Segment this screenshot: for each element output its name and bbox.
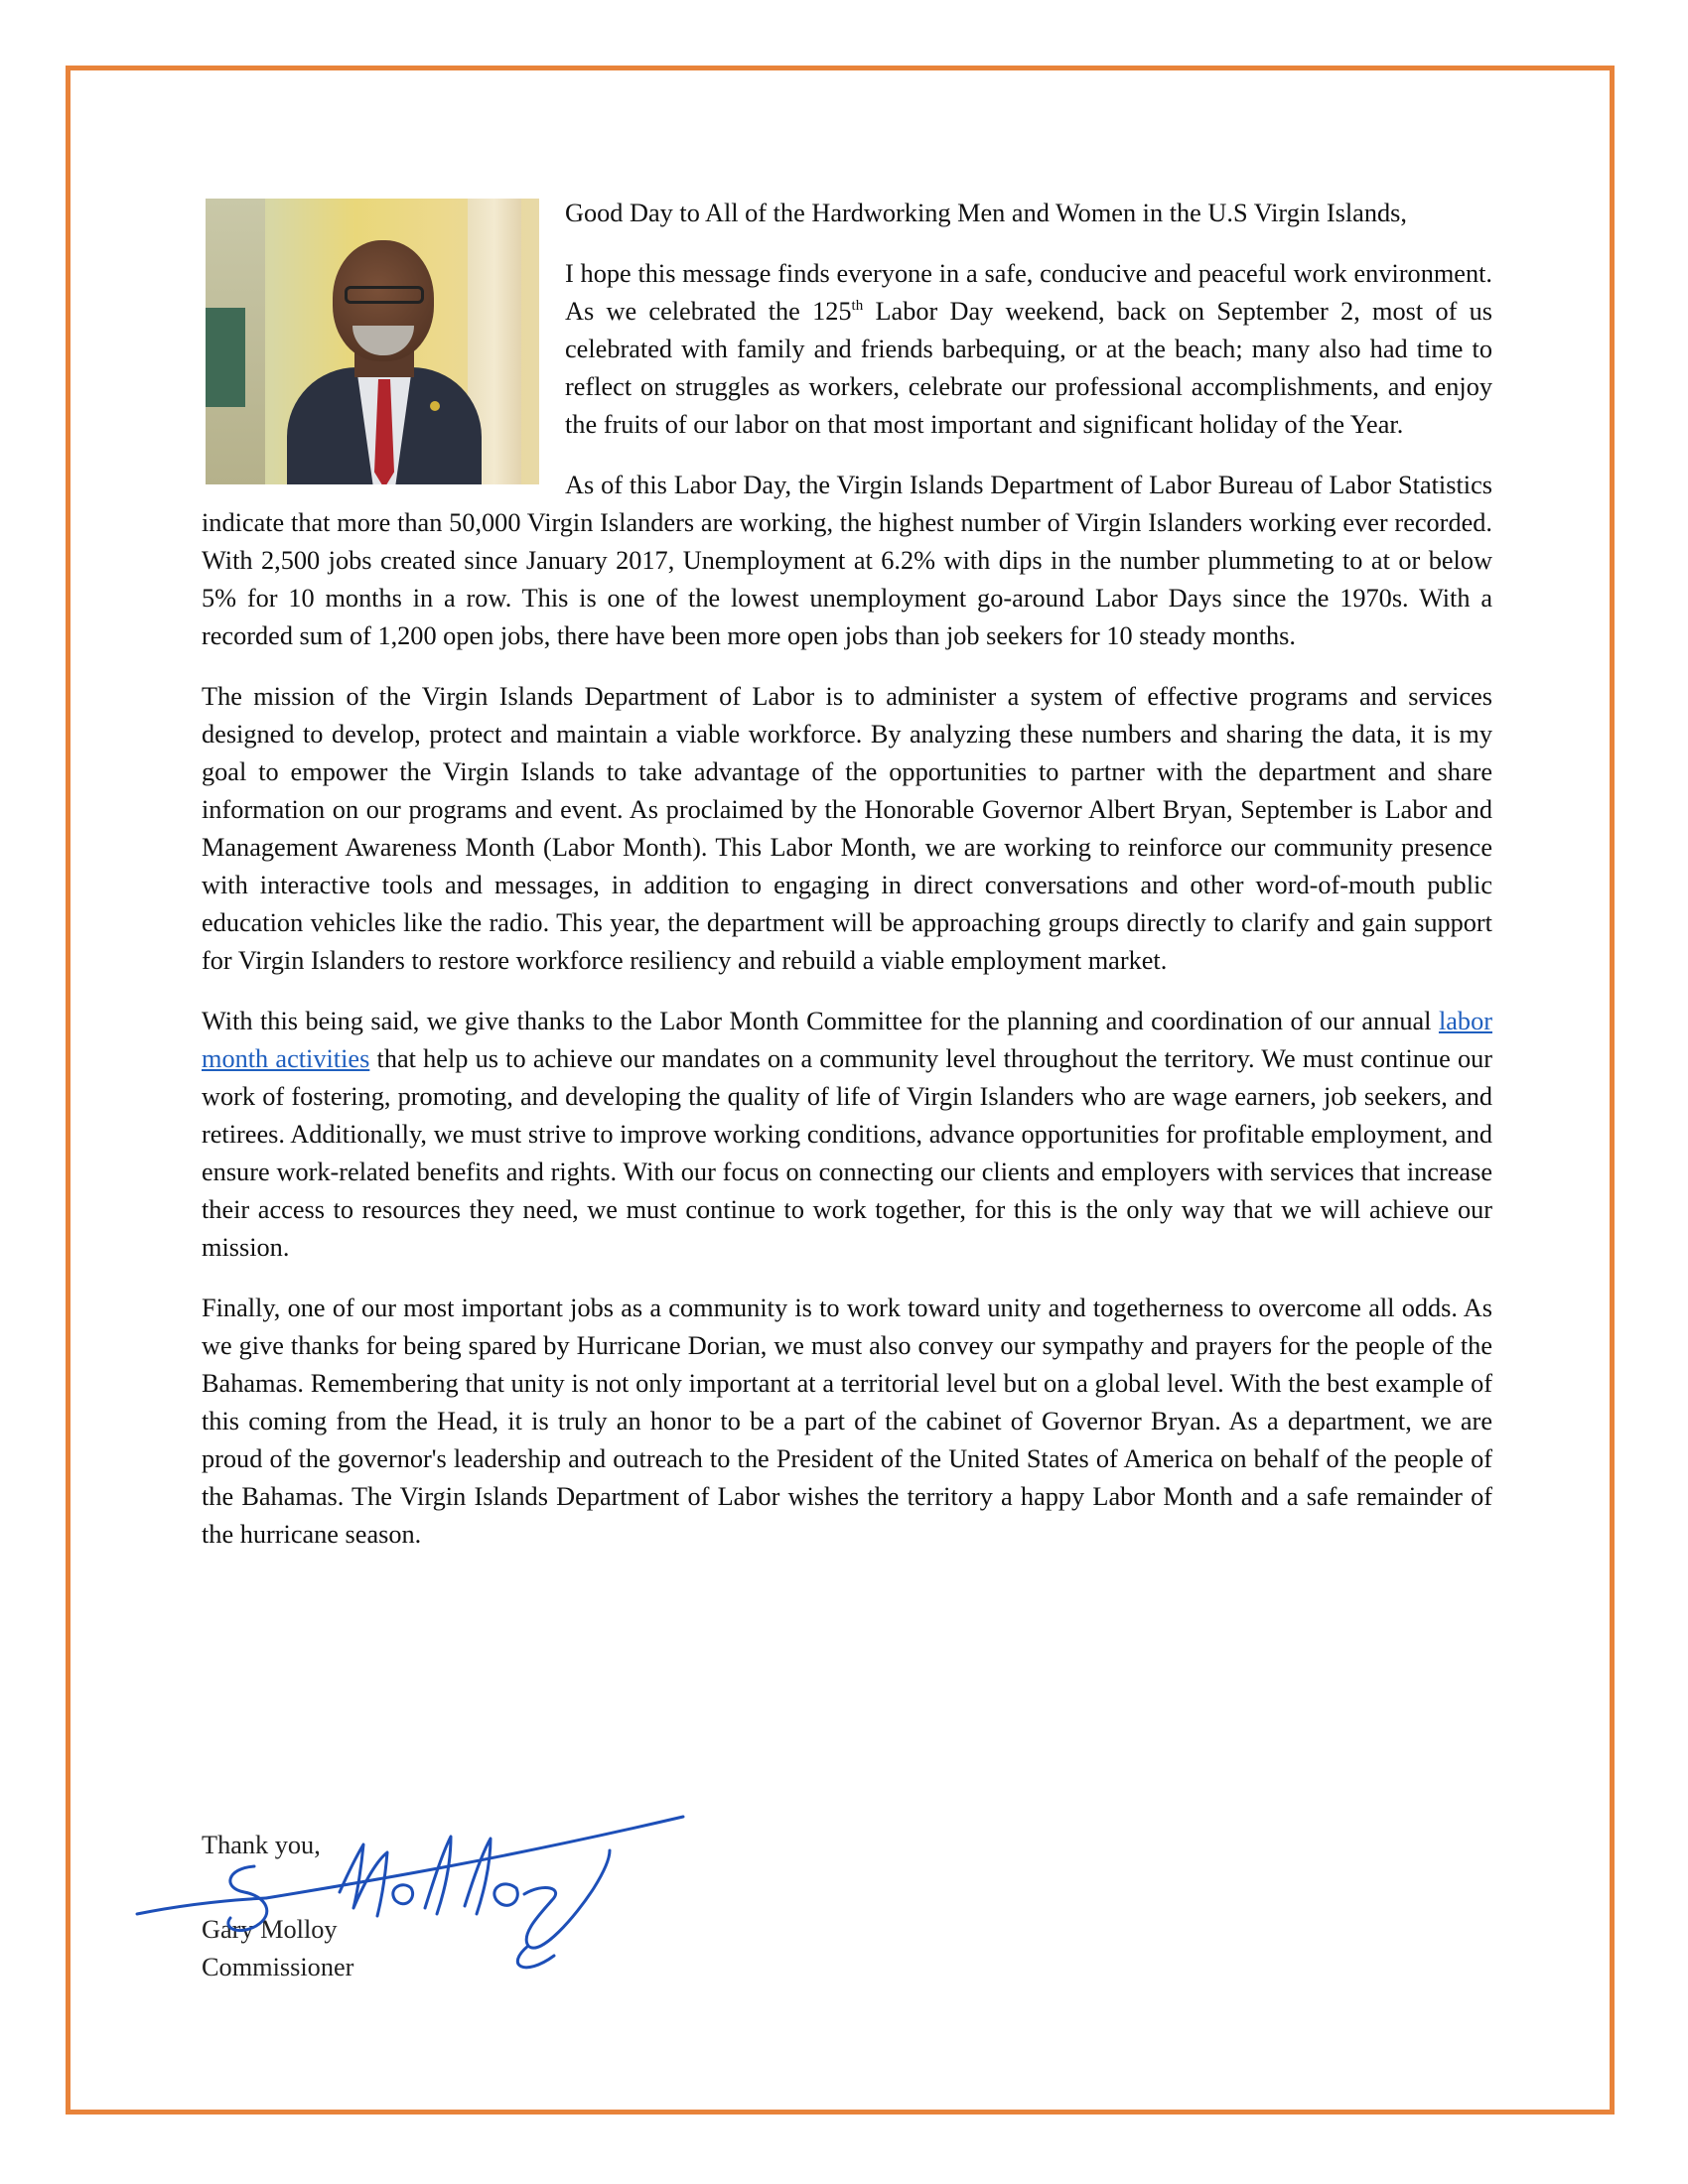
labor-month-activities-link[interactable]: labor month activities [202,1007,1492,1073]
paragraph-5: Finally, one of our most important jobs as a community is to work toward unity and togetherness to overcome all odds. As we give thanks for being spared by Hurricane Dorian, we must also convey our sympathy and prayers for the people of the Bahamas. Remembering that unity is not only important at a territorial level but on a global level. With the best example of this coming from the Head, it is truly an honor to be a part of the cabinet of Governor Bryan. As a department, we are proud of the governor's leadership and outreach to the President of the United States of America on behalf of the people of the Bahamas. The Virgin Islands Department of Labor wishes the territory a happy Labor Month and a safe remainder of the hurricane season. [202,1294,1492,1549]
superscript-th: th [851,298,864,315]
paragraph-4-text-b: that help us to achieve our mandates on a community level throughout the territory. We must continue our work of fostering, promoting, and developing the quality of life of Virgin Islanders who are wage earners, job seekers, and retirees. Additionally, we must strive to improve working conditions, advance opportunities for profitable employment, and ensure work-related benefits and rights. With our focus on connecting our clients and employers with services that increase their access to resources they need, we must continue to work together, for this is the only way that we will achieve our mission. [202,1044,1492,1262]
paragraph-4-text-a: With this being said, we give thanks to the Labor Month Committee for the planning and coordination of our annual [202,1007,1439,1035]
handwritten-signature [127,1797,703,1995]
paragraph-3: The mission of the Virgin Islands Department of Labor is to administer a system of effective programs and services designed to develop, protect and maintain a viable workforce. By analyzing these numbers and sharing the data, it is my goal to empower the Virgin Islands to take advantage of the opportunities to partner with the department and share information on our programs and event. As proclaimed by the Honorable Governor Albert Bryan, September is Labor and Management Awareness Month (Labor Month). This Labor Month, we are working to reinforce our community presence with interactive tools and messages, in addition to engaging in direct conversations and other word-of-mouth public education vehicles like the radio. This year, the department will be approaching groups directly to clarify and gain support for Virgin Islanders to restore workforce resiliency and rebuild a viable employment market. [202,682,1492,975]
signatory-title: Commissioner [202,1953,354,1981]
paragraph-1-text-a: I hope this message finds everyone in a safe, conducive and peaceful work environment. As we celebrated the 125 [565,259,1492,326]
commissioner-photo [206,199,539,484]
paragraph-1-text-b: Labor Day weekend, back on September 2, most of us celebrated with family and friends barbequing, or at the beach; many also had time to reflect on struggles as workers, celebrate our professional accomplishments, and enjoy the fruits of our labor on that most important and significant holiday of the Year. [565,297,1492,439]
paragraph-2: As of this Labor Day, the Virgin Islands Department of Labor Bureau of Labor Statistics indicate that more than 50,000 Virgin Islanders are working, the highest number of Virgin Islanders working ever recorded. With 2,500 jobs created since January 2017, Unemployment at 6.2% with dips in the number plummeting to at or below 5% for 10 months in a row. This is one of the lowest unemployment go-around Labor Days since the 1970s. With a recorded sum of 1,200 open jobs, there have been more open jobs than job seekers for 10 steady months. [202,471,1492,650]
letter-body [202,195,1492,1576]
thank-you-text: Thank you, [202,1831,321,1859]
greeting: Good Day to All of the Hardworking Men and Women in the U.S Virgin Islands, [565,199,1407,227]
signatory-name: Gary Molloy [202,1915,338,1944]
paragraph-4 [202,1003,1492,1267]
